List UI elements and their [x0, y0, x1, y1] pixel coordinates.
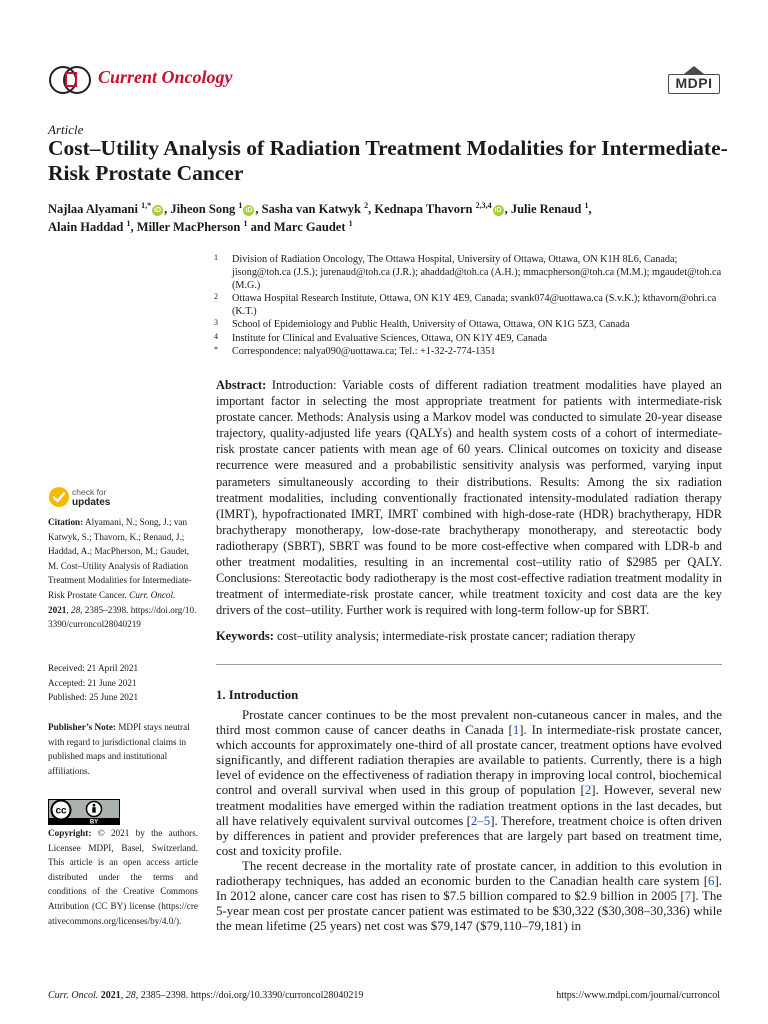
- copyright-block: [48, 826, 198, 928]
- check-line: check for: [72, 487, 107, 497]
- affiliation-number: *: [214, 344, 218, 354]
- text-run: The recent decrease in the mortality rate of prostate cancer, in addition to this evolution in radiotherapy techniques, has added an economic burden to the Canadian health care system [: [216, 858, 722, 889]
- author-affil-sup: 1: [584, 200, 589, 210]
- orcid-icon[interactable]: iD: [154, 207, 162, 214]
- reference-link[interactable]: 2: [584, 783, 592, 798]
- author-name[interactable]: Alain Haddad: [48, 220, 124, 234]
- mdpi-roof-icon: [684, 66, 704, 74]
- affiliations: [214, 253, 734, 358]
- affiliation-item: [214, 253, 734, 292]
- text-run: Prostate cancer continues to be the most prevalent non-cutaneous cancer in males, and the third most common cause of cancer deaths in Canada [: [216, 708, 722, 738]
- text-run: ]. The 5-year mean cost per prostate cancer patient was estimated to be $30,322 ($30,308–30,336) while the mean lifetime (25 years) net cost was $79,147 ($79,110–79,181) in: [216, 889, 722, 934]
- author-affil-sup: 2,3,4: [475, 200, 492, 210]
- svg-text:cc: cc: [55, 805, 67, 817]
- author-name[interactable]: Jiheon Song: [170, 202, 236, 216]
- footer-journal: Curr. Oncol.: [48, 990, 99, 1001]
- affiliation-text: Institute for Clinical and Evaluative Sciences, Ottawa, ON K1Y 4E9, Canada: [232, 332, 548, 344]
- author-affil-sup: 1: [243, 218, 248, 228]
- body-text: [216, 708, 722, 934]
- abstract: [216, 377, 722, 618]
- license-link[interactable]: https://creativecommons.org/licenses/by/4.0/: [48, 900, 198, 926]
- reference-link[interactable]: 7: [684, 889, 692, 904]
- author-name[interactable]: Marc Gaudet: [273, 220, 346, 234]
- footer-citation: Curr. Oncol. 2021, 28, 2385–2398. https://doi.org/10.3390/curroncol28040219: [48, 990, 364, 1001]
- check-for-updates-badge[interactable]: [48, 486, 138, 510]
- footer-volume: 28: [125, 990, 136, 1001]
- affiliation-number: 4: [214, 331, 218, 341]
- updates-line: updates: [72, 497, 111, 508]
- correspondence: [214, 345, 734, 358]
- publisher-note: [48, 720, 198, 778]
- footer-year: 2021: [100, 990, 121, 1001]
- section-heading: 1. Introduction: [216, 688, 299, 702]
- footer-pages-doi[interactable]: , 2385–2398. https://doi.org/10.3390/curroncol28040219: [135, 990, 364, 1001]
- author-name[interactable]: Julie Renaud: [510, 202, 582, 216]
- abstract-label: Abstract:: [216, 378, 267, 392]
- check-for-updates-icon: [48, 486, 70, 508]
- accepted-date: Accepted: 21 June 2021: [48, 677, 137, 688]
- abstract-text: Introduction: Variable costs of different radiation treatment modalities have played an important factor in selecting the most appropriate treatment for patients with intermediate-risk prostate cancer. Methods: Analysis using a Markov model was conducted to simulate 20-year disease trajectory, quality-adjusted life years (QALYs) and health system costs of a cohort of intermediate-risk prostate cancer patients with mean age of 60 years. Clinical outcomes on toxicity and disease recurrence were measured and a probabilistic sensitivity analysis was performed, varying input parameters simultaneously according to their distributions. Results: Among the six radiation treatment modalities, including conventionally fractionated intensity-modulated radiation therapy (IMRT), hypofractionated IMRT, IMRT combined with high-dose-rate (HDR) brachytherapy, HDR brachytherapy monotherapy, low-dose-rate brachytherapy monotherapy, and stereotactic body radiotherapy (SBRT), SBRT was found to be more cost-effective when compared with LDR-b and other treatment modalities, resulting in an incremental cost–utility ratio of $2985 per QALY. Conclusions: Stereotactic body radiotherapy is the most cost-effective radiation treatment modality in treatment of intermediate-risk prostate cancer, while treatment toxicity and cost data are the key drivers of the cost–utility. Further work is required with long-term follow-up for SBRT.: [216, 378, 722, 618]
- author-list: Najlaa Alyamani $^{1,*}$iD , Jiheon Song $^1$iD , Sasha van Katwyk $^2$, Kednapa Thavorn $^{2,3,4}$iD , Julie Renaud $^1$, Alain Haddad $^1$, Miller MacPherson $^1$ and Marc Gaudet $^1$: [48, 200, 592, 234]
- text-run: ]. Therefore, treatment choice is often driven by differences in patient and provider preferences that are largely part based on treatment time, cost and toxicity profile.: [216, 813, 722, 858]
- author-affil-sup: 1: [238, 200, 243, 210]
- citation-year: 2021: [48, 604, 67, 615]
- author-affil-sup: 1: [126, 218, 131, 228]
- reference-link[interactable]: 1: [512, 723, 520, 738]
- paragraph: [216, 708, 722, 859]
- check-for-updates-text: [72, 487, 110, 508]
- copyright-end: ).: [175, 915, 182, 926]
- author-joiner: and: [250, 220, 271, 234]
- author-affil-sup: 2: [364, 200, 369, 210]
- affiliation-item: [214, 292, 734, 318]
- reference-link[interactable]: 6: [708, 874, 715, 889]
- article-title: Cost–Utility Analysis of Radiation Treatment Modalities for Intermediate-Risk Prostate Cancer: [48, 136, 728, 185]
- citation-text: Alyamani, N.; Song, J.; van Katwyk, S.; Thavorn, K.; Renaud, J.; Haddad, A.; MacPherson, M.; Gaudet, M. Cost–Utility Analysis of Radiation Treatment Modalities for Intermediate-Risk Prostate Cancer.: [48, 517, 192, 600]
- author-name[interactable]: Kednapa Thavorn: [374, 202, 473, 216]
- mdpi-logo[interactable]: [668, 66, 722, 96]
- copyright-label: Copyright:: [48, 828, 92, 838]
- paragraph: [216, 859, 722, 934]
- affiliation-text: Division of Radiation Oncology, The Ottawa Hospital, University of Ottawa, Ottawa, ON K1H 8L6, Canada; jisong@toh.ca (J.S.); jurenaud@toh.ca (J.R.); ahaddad@toh.ca (A.H.); mmacpherson@toh.ca (M.M.); mgaudet@toh.ca (M.G.): [232, 254, 722, 292]
- citation-journal: Curr. Oncol.: [129, 589, 176, 600]
- text-run: ]. In 2012 alone, cancer care cost has risen to $7.5 billion compared to $2.9 billion in 2005 [: [216, 874, 722, 904]
- citation-pages: , 2385–2398.: [80, 604, 129, 615]
- keywords-label: Keywords:: [216, 629, 274, 643]
- text-run: ]. In intermediate-risk prostate cancer, which accounts for approximately one-third of all prostate cancer, treatment options have evolved significantly, and different radiation therapies are available to patients. Currently, there is a high level of evidence on the effectiveness of radiation therapy in improving local control, biochemical control and overall survival when used in this group of population [: [216, 723, 722, 798]
- affiliation-item: [214, 332, 734, 345]
- affiliation-text: Ottawa Hospital Research Institute, Ottawa, ON K1Y 4E9, Canada; svank074@uottawa.ca (S.v.K.); kthavorn@ohri.ca (K.T.): [232, 293, 717, 318]
- citation-volume: 28: [70, 604, 81, 615]
- orcid-icon[interactable]: iD: [494, 207, 502, 214]
- publisher-note-label: Publisher’s Note:: [48, 722, 116, 732]
- cc-by-label: BY: [89, 819, 99, 825]
- citation-block: Citation: Alyamani, N.; Song, J.; van Katwyk, S.; Thavorn, K.; Renaud, J.; Haddad, A.; MacPherson, M.; Gaudet, M. Cost–Utility Analysis of Radiation Treatment Modalities for Intermediate-Risk Prostate Cancer. Curr. Oncol. 2021, 28, 2385–2398. https://doi.org/10.3390/curroncol28040219: [48, 517, 197, 630]
- mdpi-logo-text: MDPI: [668, 74, 720, 94]
- author-name[interactable]: Najlaa Alyamani: [48, 202, 138, 216]
- affiliation-number: 3: [214, 318, 218, 328]
- copyright-text: © 2021 by the authors. Licensee MDPI, Basel, Switzerland. This article is an open access article distributed under the terms and conditions of the Creative Commons Attribution (CC BY) license (: [48, 828, 198, 911]
- author-name[interactable]: Miller MacPherson: [136, 220, 241, 234]
- text-run: ]. However, several new treatment modalities have emerged within the radiation treatment options in the last decades, but all have relatively equivalent survival outcomes [: [216, 783, 722, 828]
- journal-logo-icon: [48, 60, 94, 100]
- keywords: [216, 628, 722, 644]
- author-name[interactable]: Sasha van Katwyk: [261, 202, 361, 216]
- orcid-icon[interactable]: iD: [245, 207, 253, 214]
- publisher-note-text: MDPI stays neutral with regard to jurisdictional claims in published maps and institutional affiliations.: [48, 722, 190, 776]
- reference-link[interactable]: 2–5: [470, 813, 491, 828]
- affiliation-text: School of Epidemiology and Public Health, University of Ottawa, Ottawa, ON K1G 5Z3, Canada: [232, 319, 630, 331]
- dates-block: [48, 661, 198, 705]
- correspondence-text: Correspondence: nalya090@uottawa.ca; Tel.: +1-32-2-774-1351: [232, 345, 496, 357]
- affiliation-item: [214, 318, 734, 331]
- affiliation-number: 1: [214, 253, 218, 262]
- published-date: Published: 25 June 2021: [48, 692, 139, 703]
- citation-doi-link[interactable]: https://doi.org/10.3390/curroncol28040219: [48, 604, 197, 630]
- journal-name[interactable]: Current Oncology: [98, 67, 233, 87]
- affiliation-number: 2: [214, 292, 218, 302]
- author-affil-sup: 1,*: [141, 200, 152, 210]
- footer-journal-url[interactable]: https://www.mdpi.com/journal/curroncol: [556, 990, 720, 1001]
- divider: [216, 664, 722, 665]
- citation-label: Citation:: [48, 517, 84, 527]
- author-affil-sup: 1: [348, 218, 353, 228]
- article-type: Article: [48, 122, 84, 137]
- cc-by-license-icon[interactable]: [48, 799, 120, 825]
- keywords-text: cost–utility analysis; intermediate-risk prostate cancer; radiation therapy: [276, 629, 636, 643]
- received-date: Received: 21 April 2021: [48, 663, 139, 673]
